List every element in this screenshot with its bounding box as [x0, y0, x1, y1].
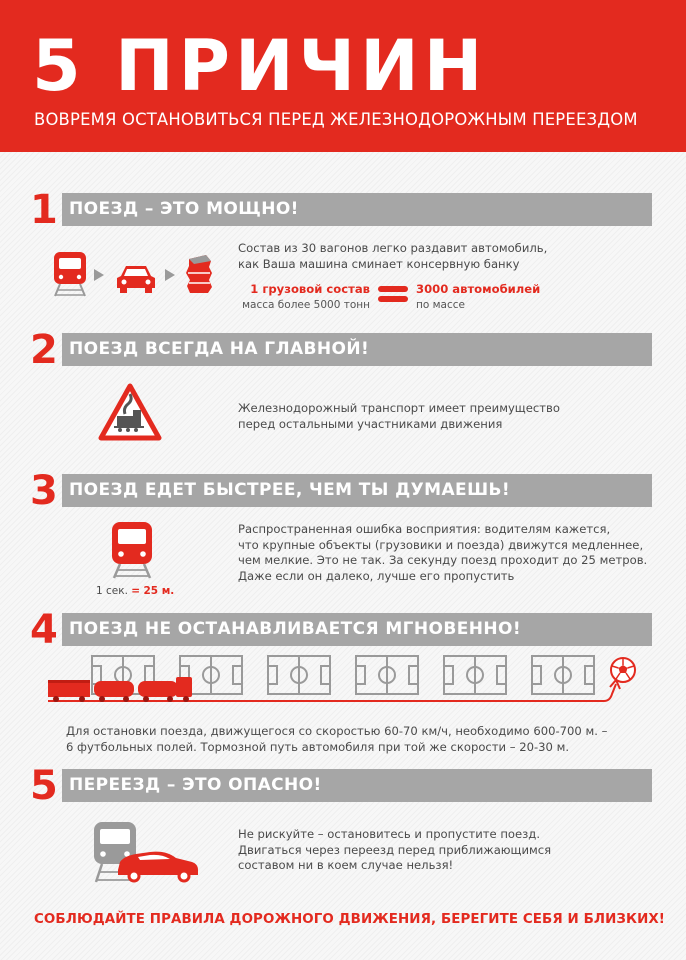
- freight-train-mass: [240, 282, 370, 313]
- arrow-icon: [92, 268, 106, 282]
- section-4-text: Для остановки поезда, движущегося со скоростью 60-70 км/ч, необходимо 600-700 м. – 6 футбольных полей. Тормозной путь автомобиля при той же скорости – 20-30 м.: [66, 724, 608, 754]
- section-4-number: 4: [30, 607, 58, 653]
- train-car-collision-icon: [90, 820, 202, 886]
- section-2-number: 2: [30, 327, 58, 373]
- train-front-icon: [108, 520, 156, 580]
- crushed-can-icon: [184, 253, 214, 295]
- football-field-icon: [268, 656, 330, 694]
- football-field-icon: [532, 656, 594, 694]
- section-2-text: Железнодорожный транспорт имеет преимущество перед остальными участниками движения: [238, 401, 560, 431]
- railway-crossing-sign-icon: [97, 382, 163, 442]
- train-front-icon: [50, 250, 90, 298]
- section-5-text: Не рискуйте – остановитесь и пропустите поезд. Двигаться через переезд перед приближающимся составом ни в коем случае нельзя!: [238, 827, 552, 872]
- cars-mass: [416, 282, 540, 313]
- cars-caption: по массе: [416, 298, 465, 311]
- speed-caption: [96, 584, 174, 600]
- arrow-icon: [163, 268, 177, 282]
- section-1-number: 1: [30, 187, 58, 233]
- speed-time: 1 сек.: [96, 585, 128, 597]
- section-1-text: Состав из 30 вагонов легко раздавит автомобиль, как Ваша машина сминает консервную банку: [238, 241, 548, 271]
- section-3-title: ПОЕЗД ЕДЕТ БЫСТРЕЕ, ЧЕМ ТЫ ДУМАЕШЬ!: [62, 474, 652, 507]
- car-icon: [115, 262, 157, 294]
- cars-value: 3000 автомобилей: [416, 282, 541, 296]
- football-field-icon: [356, 656, 418, 694]
- page-subtitle: ВОВРЕМЯ ОСТАНОВИТЬСЯ ПЕРЕД ЖЕЛЕЗНОДОРОЖНЫМ ПЕРЕЕЗДОМ: [34, 110, 638, 129]
- section-3-text: Распространенная ошибка восприятия: водителям кажется, что крупные объекты (грузовики и поезда) движутся медленнее, чем мелкие. Это не так. За секунду поезд проходит до 25 метров. Даже если он далеко, лучше его пропустить: [238, 522, 648, 583]
- section-4-title: ПОЕЗД НЕ ОСТАНАВЛИВАЕТСЯ МГНОВЕННО!: [62, 613, 652, 646]
- header-banner: [0, 0, 686, 152]
- freight-train-caption: масса более 5000 тонн: [242, 298, 370, 311]
- footer-slogan: СОБЛЮДАЙТЕ ПРАВИЛА ДОРОЖНОГО ДВИЖЕНИЯ, БЕРЕГИТЕ СЕБЯ И БЛИЗКИХ!: [34, 912, 666, 927]
- equals-icon: [378, 283, 408, 305]
- section-2-title: ПОЕЗД ВСЕГДА НА ГЛАВНОЙ!: [62, 333, 652, 366]
- equals-icon: =: [131, 585, 141, 597]
- speed-distance: 25 м.: [143, 585, 175, 597]
- freight-train-value: 1 грузовой состав: [250, 282, 370, 296]
- freight-train-icon: [46, 671, 194, 703]
- section-1-title: ПОЕЗД – ЭТО МОЩНО!: [62, 193, 652, 226]
- section-5-title: ПЕРЕЕЗД – ЭТО ОПАСНО!: [62, 769, 652, 802]
- section-3-number: 3: [30, 468, 58, 514]
- football-field-icon: [444, 656, 506, 694]
- football-ball-icon: [609, 656, 637, 684]
- section-5-number: 5: [30, 763, 58, 809]
- page-title: 5 ПРИЧИН: [32, 25, 488, 107]
